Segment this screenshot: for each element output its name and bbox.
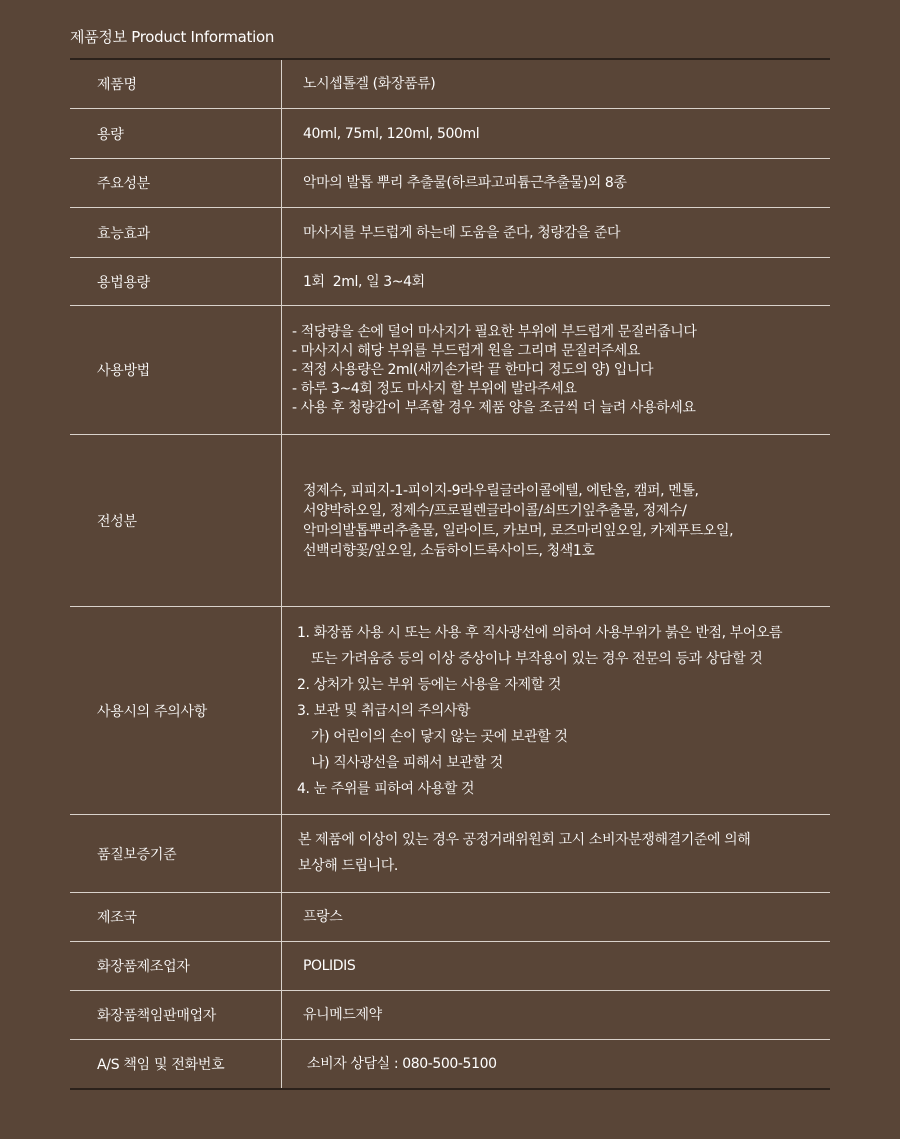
precaution-line: 2. 상처가 있는 부위 등에는 사용을 자제할 것 — [297, 676, 562, 693]
ingredients-line: 정제수, 피피지-1-피이지-9라우릴글라이콜에텔, 에탄올, 캠퍼, 멘톨, — [303, 482, 699, 499]
value-main-ingredient — [282, 159, 830, 207]
precaution-line: 가) 어린이의 손이 닿지 않는 곳에 보관할 것 — [311, 728, 568, 745]
capacity-text: 40ml, 75ml, 120ml, 500ml — [303, 125, 480, 142]
value-as-contact — [282, 1040, 830, 1088]
label-usage: 사용방법 — [70, 306, 282, 434]
row-effect — [70, 208, 830, 258]
value-capacity — [282, 109, 830, 158]
value-dosage — [282, 258, 830, 305]
value-precautions — [282, 607, 830, 814]
product-info-table — [70, 58, 830, 1090]
manufacturer-text: POLIDIS — [303, 958, 356, 974]
precaution-line: 4. 눈 주위를 피하여 사용할 것 — [297, 780, 475, 797]
row-as-contact — [70, 1040, 830, 1088]
row-main-ingredient — [70, 159, 830, 208]
row-dosage — [70, 258, 830, 306]
quality-line: 보상해 드립니다. — [298, 858, 398, 874]
value-product-name — [282, 60, 830, 108]
row-country — [70, 893, 830, 942]
as-contact-text: 소비자 상담실 : 080-500-5100 — [307, 1056, 497, 1072]
precaution-line: 나) 직사광선을 피해서 보관할 것 — [311, 754, 503, 771]
page-title: 제품정보 Product Information — [70, 28, 275, 46]
quality-line: 본 제품에 이상이 있는 경우 공정거래위원회 고시 소비자분쟁해결기준에 의해 — [298, 832, 751, 848]
effect-text: 마사지를 부드럽게 하는데 도움을 준다, 청량감을 준다 — [303, 224, 621, 241]
precaution-line: 3. 보관 및 취급시의 주의사항 — [297, 702, 471, 719]
label-manufacturer: 화장품제조업자 — [70, 942, 282, 990]
label-seller: 화장품책임판매업자 — [70, 991, 282, 1039]
value-all-ingredients — [282, 435, 830, 606]
label-country: 제조국 — [70, 893, 282, 941]
ingredients-line: 악마의발톱뿌리추출물, 일라이트, 카보머, 로즈마리잎오일, 카제푸트오일, — [303, 522, 734, 539]
row-capacity — [70, 109, 830, 159]
row-usage — [70, 306, 830, 435]
row-product-name — [70, 60, 830, 109]
row-seller — [70, 991, 830, 1040]
label-all-ingredients: 전성분 — [70, 435, 282, 606]
precaution-line: 1. 화장품 사용 시 또는 사용 후 직사광선에 의하여 사용부위가 붉은 반점, 부어오름 — [297, 624, 783, 641]
value-seller — [282, 991, 830, 1039]
precaution-line: 또는 가려움증 등의 이상 증상이나 부작용이 있는 경우 전문의 등과 상담할 것 — [311, 650, 763, 667]
value-quality — [282, 815, 830, 892]
value-usage — [282, 306, 830, 434]
seller-text: 유니메드제약 — [303, 1007, 382, 1023]
row-manufacturer — [70, 942, 830, 991]
value-country — [282, 893, 830, 941]
usage-line: - 사용 후 청량감이 부족할 경우 제품 양을 조금씩 더 늘려 사용하세요 — [292, 399, 696, 416]
value-manufacturer — [282, 942, 830, 990]
ingredients-line: 서양박하오일, 정제수/프로필렌글라이콜/쇠뜨기잎추출물, 정제수/ — [303, 502, 687, 519]
label-main-ingredient: 주요성분 — [70, 159, 282, 207]
product-name-text: 노시셉톨겔 (화장품류) — [303, 76, 436, 92]
usage-line: - 적정 사용량은 2ml(새끼손가락 끝 한마디 정도의 양) 입니다 — [292, 361, 654, 378]
dosage-text: 1회 2ml, 일 3~4회 — [303, 273, 425, 290]
row-quality — [70, 815, 830, 893]
row-all-ingredients — [70, 435, 830, 607]
main-ingredient-text: 악마의 발톱 뿌리 추출물(하르파고피튬근추출물)외 8종 — [303, 175, 627, 191]
label-dosage: 용법용량 — [70, 258, 282, 305]
label-quality: 품질보증기준 — [70, 815, 282, 892]
country-text: 프랑스 — [303, 909, 343, 925]
usage-line: - 하루 3~4회 정도 마사지 할 부위에 발라주세요 — [292, 380, 577, 397]
label-as-contact: A/S 책임 및 전화번호 — [70, 1040, 282, 1088]
ingredients-line: 선백리향꽃/잎오일, 소듐하이드록사이드, 청색1호 — [303, 542, 595, 559]
usage-line: - 마사지시 해당 부위를 부드럽게 원을 그리며 문질러주세요 — [292, 342, 640, 359]
usage-line: - 적당량을 손에 덜어 마사지가 필요한 부위에 부드럽게 문질러줍니다 — [292, 323, 697, 340]
row-precautions — [70, 607, 830, 815]
value-effect — [282, 208, 830, 257]
label-capacity: 용량 — [70, 109, 282, 158]
label-precautions: 사용시의 주의사항 — [70, 607, 282, 814]
label-product-name: 제품명 — [70, 60, 282, 108]
label-effect: 효능효과 — [70, 208, 282, 257]
